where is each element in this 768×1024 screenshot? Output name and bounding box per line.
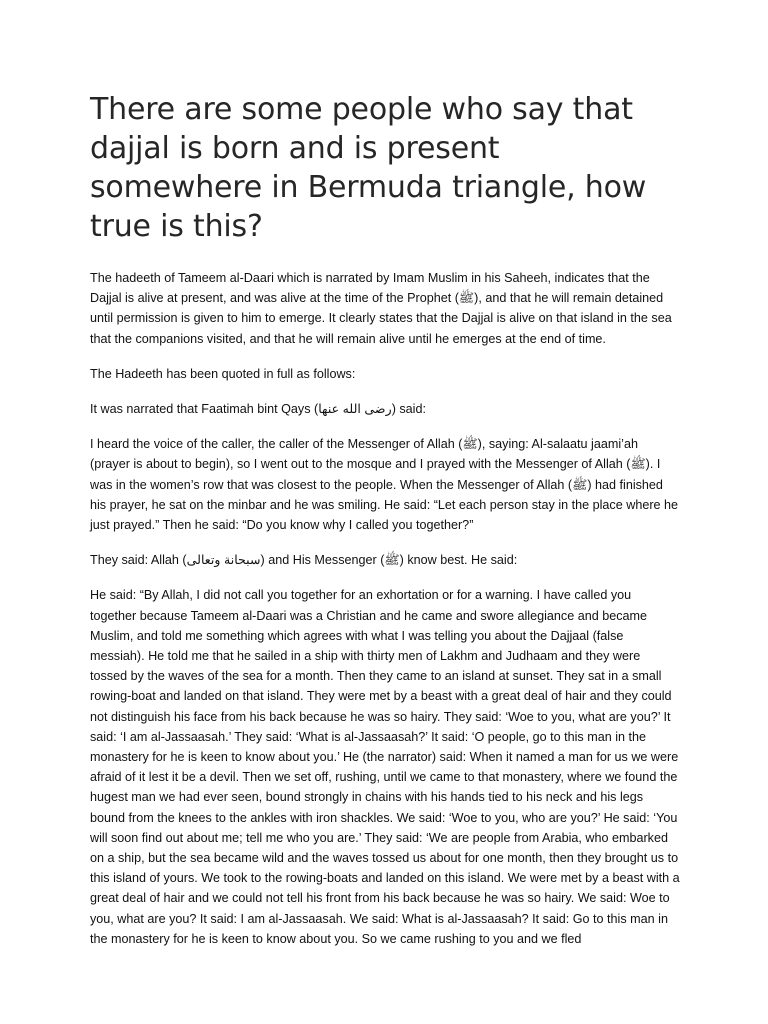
paragraph-quoted-heading: The Hadeeth has been quoted in full as follows:: [90, 366, 356, 381]
paragraph-he-said: He said: “By Allah, I did not call you together for an exhortation or for a warning. I have called you together because Tameem al-Daari was a Christian and he came and swore allegiance and became Muslim, and told me something which agrees with what I was telling you about the Dajjaal (false messiah). He told me that he sailed in a ship with thirty men of Lakhm and Judhaam and they were tossed by the waves of the sea for a month. Then they came to an island at sunset. They sat in a small rowing-boat and landed on that island. They were met by a beast with a great deal of hair and they could not distinguish his face from his back because he was so hairy. They said: ‘Woe to you, what are you?’ It said: ‘I am al-Jassaasah.’ They said: ‘What is al-Jassaasah?’ It said: ‘O people, go to this man in the monastery for he is keen to know about you.’ He (the narrator) said: When it named a man for us we were afraid of it lest it be a devil. Then we set off, rushing, until we came to that monastery, where we found the hugest man we had ever seen, bound strongly in chains with his hands tied to his neck and his legs bound from the knees to the ankles with iron shackles. We said: ‘Woe to you, who are you?’ He said: ‘You will soon find out about me; tell me who you are.’ They said: ‘We are people from Arabia, who embarked on a ship, but the sea became wild and the waves tossed us about for one month, then they brought us to this island of yours. We took to the rowing-boats and landed on this island. We were met by a beast with a great deal of hair and we could not tell his front from his back because he was so hairy. We said: Woe to you, what are you? It said: I am al-Jassaasah. We said: What is al-Jassaasah? It said: Go to this man in the monastery for he is keen to know about you. So we came rushing to you and we fled: [90, 588, 680, 946]
document-page: [90, 90, 680, 964]
paragraph-narration: It was narrated that Faatimah bint Qays (رضى الله عنها) said:: [90, 402, 426, 417]
paragraph-caller: I heard the voice of the caller, the caller of the Messenger of Allah (ﷺ), saying: Al-salaatu jaami’ah (prayer is about to begin), so I went out to the mosque and I prayed with the Messenger of Allah (ﷺ). I was in the women’s row that was closest to the people. When the Messenger of Allah (ﷺ) had finished his prayer, he sat on the minbar and he was smiling. He said: “Let each person stay in the place where he just prayed.” Then he said: “Do you know why I called you together?”: [90, 437, 679, 533]
paragraph-intro: The hadeeth of Tameem al-Daari which is narrated by Imam Muslim in his Saheeh, indicates that the Dajjal is alive at present, and was alive at the time of the Prophet (ﷺ), and that he will remain detained until permission is given to him to emerge. It clearly states that the Dajjal is alive on that island in the sea that the companions visited, and that he will remain alive until he emerges at the end of time.: [90, 271, 672, 346]
paragraph-they-said: They said: Allah (سبحانة وتعالى) and His Messenger (ﷺ) know best. He said:: [90, 553, 518, 568]
page-title: There are some people who say that dajjal is born and is present somewhere in Bermuda triangle, how true is this?: [90, 92, 647, 244]
